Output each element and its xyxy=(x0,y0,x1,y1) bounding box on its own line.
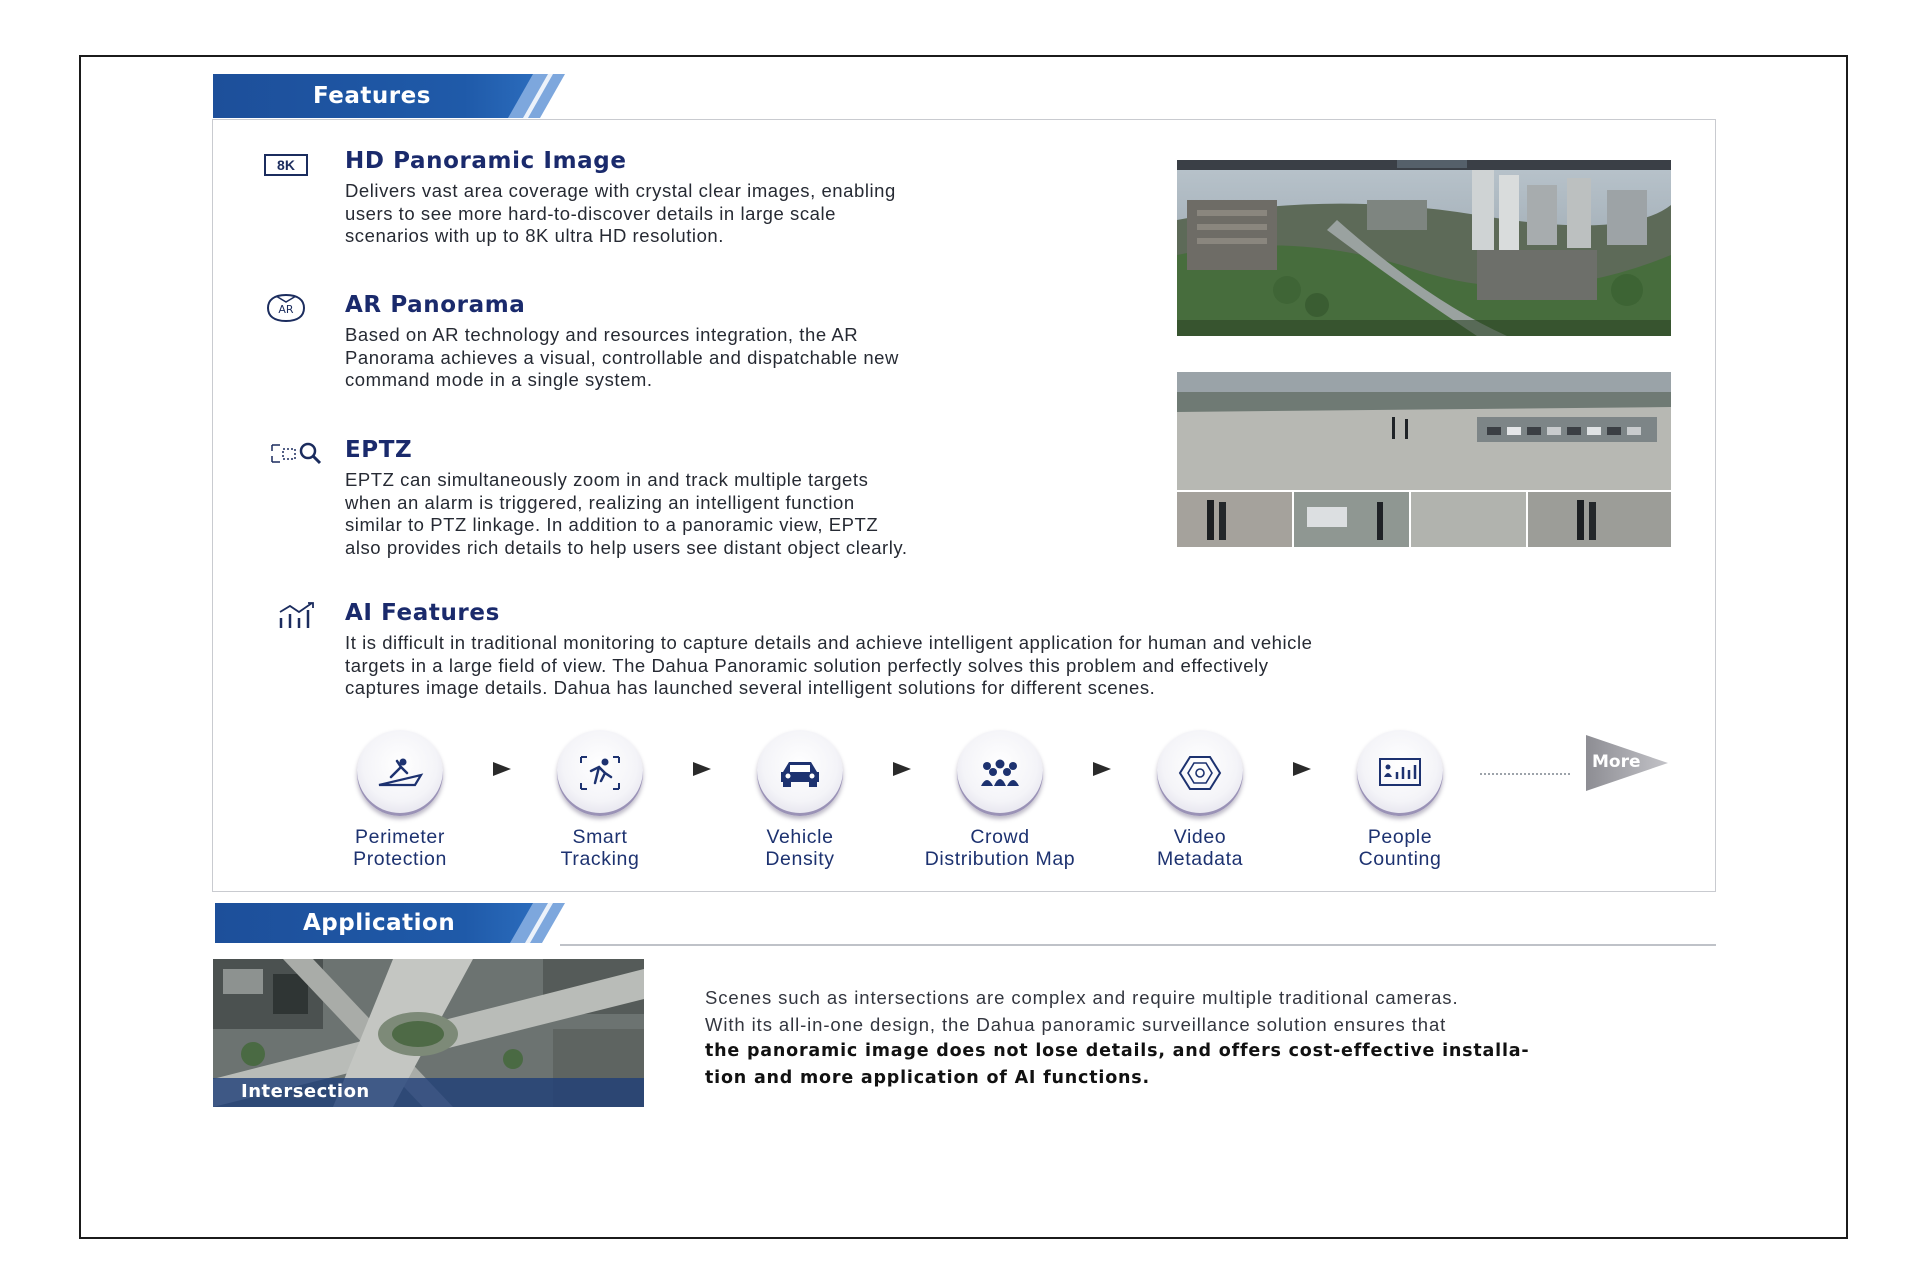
ai-function-people-counting xyxy=(1300,730,1500,870)
description-line: EPTZ can simultaneously zoom in and track multiple targets xyxy=(345,469,869,490)
ai-function-flow xyxy=(300,730,1680,870)
dotted-connector xyxy=(1480,773,1570,775)
ai-chart-icon xyxy=(278,600,320,630)
description-line: With its all-in-one design, the Dahua panoramic surveillance solution ensures that xyxy=(705,1013,1447,1035)
ai-function-video-metadata xyxy=(1100,730,1300,870)
description-line: Delivers vast area coverage with crystal clear images, enabling xyxy=(345,180,896,201)
people-counting-icon xyxy=(1357,730,1443,816)
description-line-bold: the panoramic image does not lose details, and offers cost-effective installa- xyxy=(705,1041,1530,1061)
label-line: Video xyxy=(1173,826,1227,848)
description-line: when an alarm is triggered, realizing an intelligent function xyxy=(345,491,855,513)
application-section-tab xyxy=(215,903,565,947)
description-line: targets in a large field of view. The Dahua Panoramic solution perfectly solves this problem and effectively xyxy=(345,654,1269,676)
label-line: Density xyxy=(765,848,835,870)
description-line: Scenes such as intersections are complex and require multiple traditional cameras. xyxy=(705,987,1459,1008)
ai-function-label xyxy=(1300,826,1500,870)
more-label: More xyxy=(1592,752,1641,772)
feature-description xyxy=(345,180,896,248)
description-line: scenarios with up to 8K ultra HD resolution. xyxy=(345,225,724,246)
ar-icon-text: AR xyxy=(278,303,294,316)
label-line: Counting xyxy=(1358,848,1442,870)
ai-function-label xyxy=(900,826,1100,870)
label-line: Perimeter xyxy=(355,826,445,848)
intersection-caption: Intersection xyxy=(241,1081,370,1102)
more-arrow xyxy=(1584,735,1670,791)
label-line: Vehicle xyxy=(766,826,834,848)
eptz-multiview-photo xyxy=(1177,372,1671,547)
features-section-tab xyxy=(213,74,565,118)
feature-title: AI Features xyxy=(345,600,500,626)
crowd-distribution-icon xyxy=(957,730,1043,816)
features-title: Features xyxy=(313,83,431,109)
feature-title: AR Panorama xyxy=(345,292,526,318)
ai-function-perimeter-protection xyxy=(300,730,500,870)
8k-icon xyxy=(264,154,308,176)
ai-function-vehicle-density xyxy=(700,730,900,870)
ai-function-smart-tracking xyxy=(500,730,700,870)
perimeter-protection-icon xyxy=(357,730,443,816)
ai-function-label xyxy=(500,826,700,870)
label-line: Metadata xyxy=(1156,848,1244,870)
application-divider xyxy=(560,944,1716,946)
description-line: similar to PTZ linkage. In addition to a panoramic view, EPTZ xyxy=(345,514,879,535)
feature-description xyxy=(345,324,899,392)
label-line: Tracking xyxy=(560,848,640,870)
description-line-bold: tion and more application of AI functions. xyxy=(705,1067,1150,1088)
feature-description xyxy=(345,632,1312,700)
8k-icon-text: 8K xyxy=(277,157,295,173)
description-line: Based on AR technology and resources integration, the AR xyxy=(345,324,859,345)
ai-function-label xyxy=(300,826,500,870)
label-line: Protection xyxy=(353,848,447,870)
ai-function-label xyxy=(1100,826,1300,870)
ar-icon xyxy=(264,292,308,324)
description-line: also provides rich details to help users see distant object clearly. xyxy=(345,536,908,558)
application-title: Application xyxy=(303,910,456,936)
ai-function-label xyxy=(700,826,900,870)
video-metadata-icon xyxy=(1157,730,1243,816)
feature-title: HD Panoramic Image xyxy=(345,148,627,174)
feature-ai-features xyxy=(345,600,1312,700)
application-description xyxy=(705,985,1715,1091)
feature-title: EPTZ xyxy=(345,437,413,463)
feature-hd-panoramic-image xyxy=(345,148,896,248)
intersection-aerial-photo xyxy=(213,959,644,1107)
feature-eptz xyxy=(345,437,908,559)
smart-tracking-icon xyxy=(557,730,643,816)
eptz-icon xyxy=(270,440,326,466)
panoramic-city-photo xyxy=(1177,160,1671,336)
feature-description xyxy=(345,469,908,559)
description-line: captures image details. Dahua has launched several intelligent solutions for different scenes. xyxy=(345,677,1156,698)
label-line: Smart xyxy=(572,826,628,848)
description-line: It is difficult in traditional monitoring to capture details and achieve intelligent application for human and vehicle xyxy=(345,632,1313,653)
vehicle-density-icon xyxy=(757,730,843,816)
description-line: Panorama achieves a visual, controllable and dispatchable new xyxy=(345,346,899,368)
label-line: Crowd xyxy=(970,826,1030,848)
description-line: users to see more hard-to-discover details in large scale xyxy=(345,202,836,224)
label-line: Distribution Map xyxy=(924,848,1076,870)
feature-ar-panorama xyxy=(345,292,899,392)
label-line: People xyxy=(1367,826,1433,848)
description-line: command mode in a single system. xyxy=(345,369,653,390)
ai-function-crowd-distribution-map xyxy=(900,730,1100,870)
